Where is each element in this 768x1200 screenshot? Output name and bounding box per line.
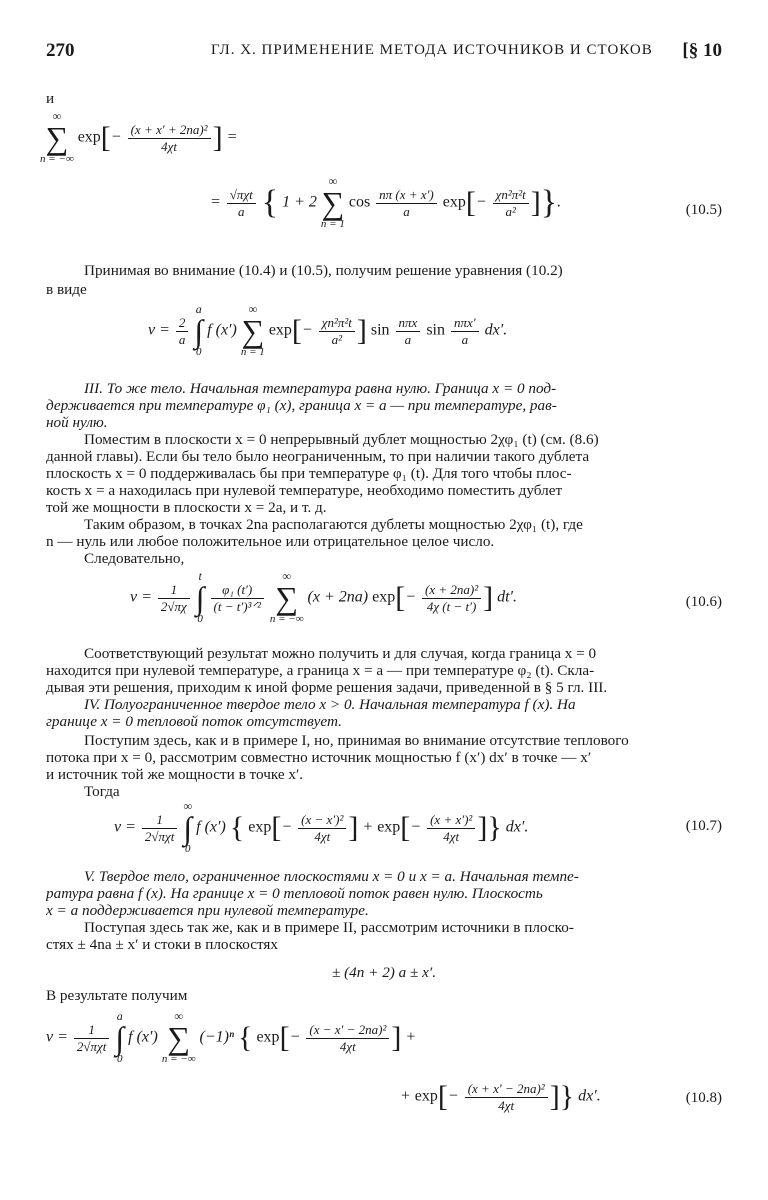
equation-10-8-line1: v = $\frac{1}{\text{2√πχt}}$ a ∫ 0 f (x′) ∞ ∑ n = −∞ (−1)ⁿ { exp[− $\frac{\text{(x − x′ − 2na)²}}{4\chi t}$ ] + [46, 1009, 417, 1065]
equation-solution-case2: v = $\frac{2}{a}$ a ∫ 0 f (x′) ∞ ∑ n = 1 exp[− $\frac{\text{χn²π²t}}{\text{a²}}$ ] sin $\frac{\text{nπx}}{a}$ sin $\frac{\text{nπx′}}{a}$ dx′. [148, 302, 508, 358]
equation-number: (10.8) [685, 1090, 722, 1106]
text-line: плоскость x = 0 поддерживалась бы при температуре φ₁ (t). Для того чтобы плос- [46, 465, 572, 482]
text-line: потока при x = 0, рассмотрим совместно источник мощностью f (x′) dx′ в точке — x′ [46, 749, 592, 766]
case-heading: ной нулю. [46, 414, 108, 431]
text-line: стях ± 4na ± x′ и стоки в плоскостях [46, 936, 278, 953]
equation-number: (10.5) [685, 202, 722, 218]
equation-10-7: v = $\frac{1}{\text{2√πχt}}$ ∞ ∫ 0 f (x′) { exp[− $\frac{\text{(x − x′)²}}{4\chi t}$ ] + exp[− $\frac{\text{(x + x′)²}}{4\chi t}$ ]} dx′. [114, 799, 529, 855]
case-heading: IV. Полуограниченное твердое тело x > 0. Начальная температура f (x). На [84, 696, 576, 713]
text-line: ± (4n + 2) a ± x′. [331, 964, 437, 981]
text-line: находится при нулевой температуре, а граница x = a — при температуре φ₂ (t). Скла- [46, 662, 595, 679]
text-line: данной главы). Если бы тело было неограниченным, то при наличии такого дублета [46, 448, 590, 465]
case-heading: V. Твердое тело, ограниченное плоскостями x = 0 и x = a. Начальная темпе- [84, 868, 579, 885]
text-line: Поместим в плоскости x = 0 непрерывный дублет мощностью 2χφ₁ (t) (см. (8.6) [84, 431, 599, 448]
equation-10-5: = $\frac{\text{√πχt}}{a}$ { 1 + 2 ∞ ∑ n = 1 cos $\frac{n\pi (x + x')}{a}$ exp[− $\frac{\text{χn²π²t}}{\text{a²}}$ ]}. [210, 174, 562, 230]
equation-number: (10.6) [685, 594, 722, 610]
text-line: Соответствующий результат можно получить и для случая, когда граница x = 0 [84, 645, 597, 662]
text-line: В результате получим [46, 987, 188, 1004]
text-line: той же мощности в плоскости x = 2a, и т. д. [46, 499, 327, 516]
equation-10-6: v = $\frac{1}{2√\pi\chi}$ t ∫ 0 $\frac{\text{φ₁ (t′)}}{\text{(t − t′)³ᐟ²}}$ ∞ ∑ n = −∞ (x + 2na) exp[− $\frac{\text{(x + 2na)²}}{4\chi (t - t')}$ ] dt′. [130, 569, 518, 625]
text-line: n — нуль или любое положительное или отрицательное целое число. [46, 533, 495, 550]
page-number: 270 [46, 40, 75, 61]
text-line: Принимая во внимание (10.4) и (10.5), получим решение уравнения (10.2) [84, 262, 563, 279]
text-line: Таким образом, в точках 2na располагаются дублеты мощностью 2χφ₁ (t), где [84, 516, 583, 533]
text-line: Следовательно, [84, 550, 185, 567]
case-heading: x = a поддерживается при нулевой температуре. [46, 902, 369, 919]
text-line: и [46, 90, 55, 107]
case-heading: III. То же тело. Начальная температура равна нулю. Граница x = 0 под- [84, 380, 557, 397]
equation-sum-identity-line1: ∞ ∑ n = −∞ exp[− $\frac{\text{(x + x′ + 2na)²}}{4\chi t}$ ] = [40, 109, 238, 165]
page-header [46, 40, 722, 66]
text-line: кость x = a находилась при нулевой температуре, необходимо поместить дублет [46, 482, 563, 499]
text-line: в виде [46, 281, 87, 298]
case-heading: ратура равна f (x). На границе x = 0 тепловой поток равен нулю. Плоскость [46, 885, 543, 902]
text-line: дывая эти решения, приходим к иной форме решения задачи, приведенной в § 5 гл. III. [46, 679, 608, 696]
text-line: Поступая здесь так же, как и в примере II, рассмотрим источники в плоско- [84, 919, 574, 936]
equation-10-8-line2: + exp[− $\frac{\text{(x + x′ − 2na)²}}{4\chi t}$ ]} dx′. [400, 1080, 601, 1113]
equation-number: (10.7) [685, 818, 722, 834]
running-title: ГЛ. X. ПРИМЕНЕНИЕ МЕТОДА ИСТОЧНИКОВ И СТОКОВ [211, 42, 653, 58]
section-number: [§ 10 [682, 40, 722, 61]
case-heading: держивается при температуре φ₁ (x), граница x = a — при температуре, рав- [46, 397, 557, 414]
case-heading: границе x = 0 тепловой поток отсутствует. [46, 713, 342, 730]
text-line: Поступим здесь, как и в примере I, но, принимая во внимание отсутствие теплового [84, 732, 629, 749]
text-line: и источник той же мощности в точке x′. [46, 766, 304, 783]
text-line: Тогда [84, 783, 120, 800]
